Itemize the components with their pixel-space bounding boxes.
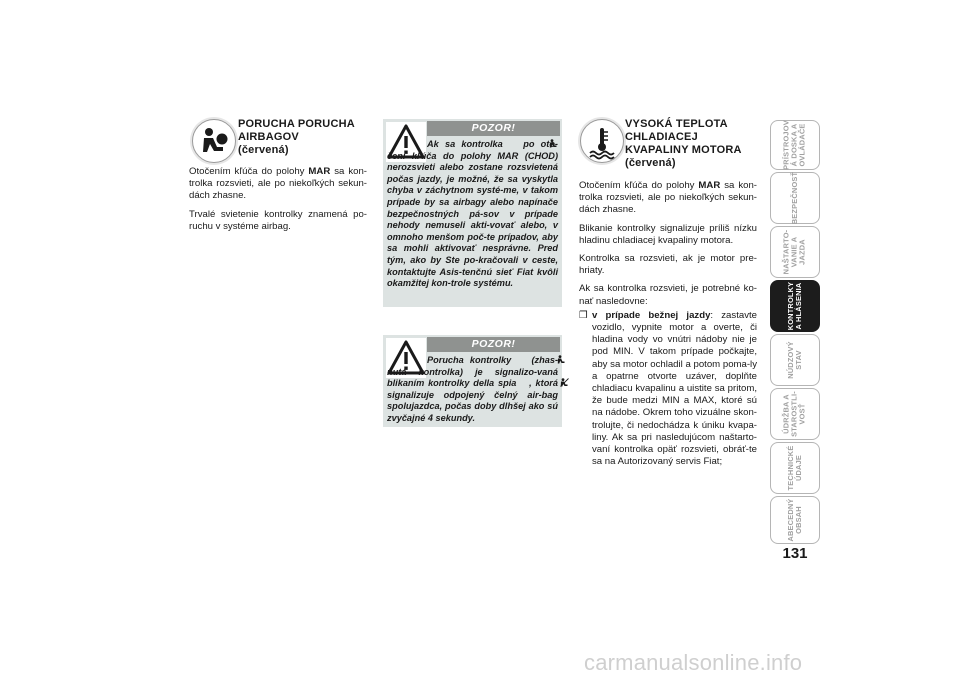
tab-nastartovanie[interactable]: NAŠTARTO- VANIE A JAZDA [770,226,820,278]
coolant-paragraph-2: Blikanie kontrolky signalizuje príliš nízku hladinu chladiacej kvapaliny motora. [579,222,757,246]
coolant-bullet: ❒ v prípade bežnej jazdy: zastavte vozidlo, vypnite motor a overte, či hladina vody vo vnútri nádoby nie je pod MIN. V takom prípade počkajte, aby sa motor ochladil a potom poma-ly a opatrne otvorte uzáver, doplňte chladiacu kvapalinu a uistite sa pritom, že bude medzi MIN a MAX, ktoré sú na nádobe. Okrem toho vizuálne skon-trolujte, či nedochádza k úniku kvapa-liny. Ak sa pri nasledujúcom naštarto-vaní kontrolka opäť rozsvieti, obráť-te sa na Autorizovaný servis Fiat; [579,309,757,468]
tab-pristrojova-doska[interactable]: PRÍSTROJOV Á DOSKA A OVLÁDAČE [770,120,820,170]
tab-technicke-udaje[interactable]: TECHNICKÉ ÚDAJE [770,442,820,494]
coolant-heading-line4: (červená) [625,157,676,169]
coolant-description [579,180,757,468]
coolant-temperature-icon [580,119,624,163]
coolant-paragraph-3: Kontrolka sa rozsvieti, ak je motor pre-hriaty. [579,253,757,277]
tab-bezpecnost[interactable]: BEZPEČNOSŤ [770,172,820,224]
page-number: 131 [782,545,808,562]
airbag-heading-line2: AIRBAGOV [238,131,299,143]
airbag-paragraph-2: Trvalé svietenie kontrolky znamená po-ruchu v systéme airbag. [189,208,367,232]
airbag-heading-line1: PORUCHA PORUCHA [238,118,355,130]
bullet-box-icon: ❒ [579,309,588,321]
watermark: carmanualsonline.info [584,650,803,675]
tab-udrzba[interactable]: ÚDRŽBA A STAROSTLI- VOSŤ [770,388,820,440]
tab-abecedny-obsah[interactable]: ABECEDNÝ OBSAH [770,496,820,544]
warning-1-text: Ak sa kontrolka po oto-čení kľúča do polohy MAR (CHOD) nerozsvieti alebo zostane rozsvietená počas jazdy, je možné, že sa vyskytla chyba v záchytnom systé-me, v takom prípade by sa airbagy alebo napínače bezpečnostných pá-sov v prípade nehody nemuseli akti-vovať alebo, v omnoho menšom poč-te prípadov, aby sa mohli aktivovať nesprávne. Pred tým, ako by Ste po-kračovali v ceste, kontaktujte Asis-tenčnú sieť Fiat kvôli okamžitej kon-trole systému. [387,139,558,289]
warning-1-label: POZOR! [427,121,560,136]
airbag-description [189,166,367,239]
coolant-paragraph-1: Otočením kľúča do polohy MAR sa kon-trolka rozsvieti, ale po niekoľkých sekun-dách zhasne. [579,180,757,216]
airbag-icon [509,139,517,148]
airbag-warning-icon [192,119,236,163]
airbag-heading-line3: (červená) [238,144,289,156]
passenger-airbag-off-icon [520,378,529,387]
airbag-heading [238,118,355,157]
warning-2-text: Porucha kontrolky (zhas-nutá kontrolka) je signalizo-vaná blikaním kontrolky della spia , ktorá signalizuje odpojený čelný air-bag spolujazdca, počas doby dlhšej ako sú zvyčajné 4 sekundy. [387,355,558,425]
tab-kontrolky[interactable]: KONTROLKY A HLÁSENIA [770,280,820,332]
airbag-paragraph-1: Otočením kľúča do polohy MAR sa kon-trolka rozsvieti, ale po niekoľkých sekun-dách zhasne. [189,166,367,202]
coolant-heading-line1: VYSOKÁ TEPLOTA [625,118,728,130]
coolant-heading-line3: KVAPALINY MOTORA [625,144,742,156]
tab-nudzovy-stav[interactable]: NÚDZOVÝ STAV [770,334,820,386]
coolant-paragraph-4: Ak sa kontrolka rozsvieti, je potrebné ko-nať nasledovne: [579,283,757,307]
warning-2-label: POZOR! [427,337,560,352]
coolant-heading [625,118,742,170]
coolant-heading-line2: CHLADIACEJ [625,131,698,143]
